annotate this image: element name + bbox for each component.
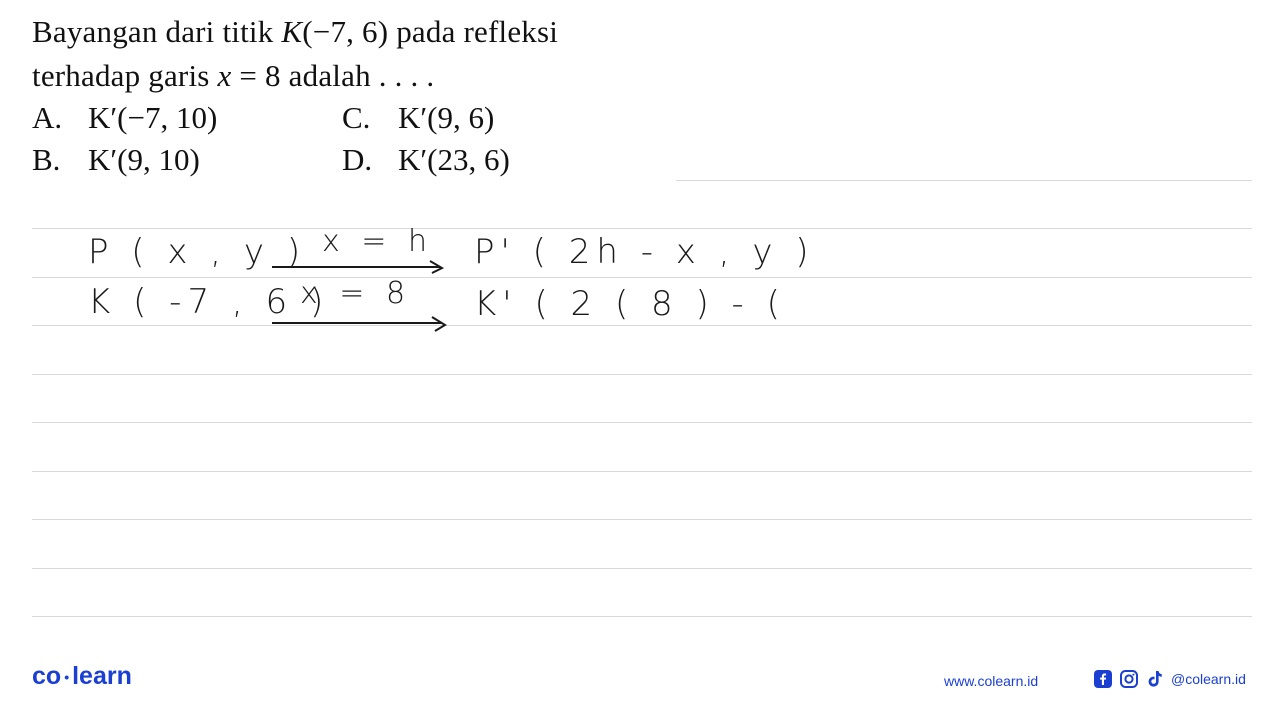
question-text: terhadap garis [32,58,218,93]
colearn-logo [32,662,132,691]
ruled-line [32,471,1252,472]
ruled-line [32,374,1252,375]
option-value: K′(9, 10) [88,142,200,177]
option-value: K′(−7, 10) [88,100,218,135]
option-label: D. [342,142,373,177]
question-text: Bayangan dari titik [32,14,282,49]
arrow-icon [270,312,455,332]
line-variable: x [217,58,232,93]
point-variable: K [281,14,303,49]
option-a [32,100,217,136]
handwritten-point-k: K ( -7 , 6 ) [88,282,330,322]
option-value: K′(9, 6) [398,100,495,135]
question-text: (−7, 6) pada refleksi [302,14,559,49]
option-value: K′(23, 6) [398,142,510,177]
option-b [32,142,200,178]
handwritten-line-equation: x = 8 [300,276,412,311]
ruled-line [676,180,1252,181]
option-d [342,142,510,178]
option-c [342,100,494,136]
instagram-icon[interactable] [1119,669,1139,689]
ruled-line [32,277,1252,278]
ruled-line [32,616,1252,617]
ruled-line [32,568,1252,569]
logo-text-co: co [32,662,62,690]
website-link[interactable]: www.colearn.id [944,673,1039,689]
option-label: C. [342,100,371,135]
ruled-line [32,325,1252,326]
handwritten-partial-answer: K' ( 2 ( 8 ) - ( [474,284,786,324]
question-text: = 8 adalah . . . . [231,58,435,93]
logo-text-learn: learn [72,662,132,690]
handwritten-reflection-formula: P' ( 2h - x , y ) [474,232,815,272]
arrow-icon [270,258,450,274]
question-line-1 [32,14,558,50]
ruled-line [32,519,1252,520]
logo-dot: • [64,669,70,686]
ruled-line [32,422,1252,423]
handwritten-line-condition: x = h [322,224,433,259]
option-label: B. [32,142,61,177]
ruled-line [32,228,1252,229]
option-label: A. [32,100,63,135]
social-links [1093,669,1246,689]
question-line-2 [32,58,434,94]
facebook-icon[interactable] [1093,669,1113,689]
handwritten-general-point: P ( x , y ) [88,232,307,272]
tiktok-icon[interactable] [1145,669,1165,689]
social-handle[interactable]: @colearn.id [1171,671,1246,687]
